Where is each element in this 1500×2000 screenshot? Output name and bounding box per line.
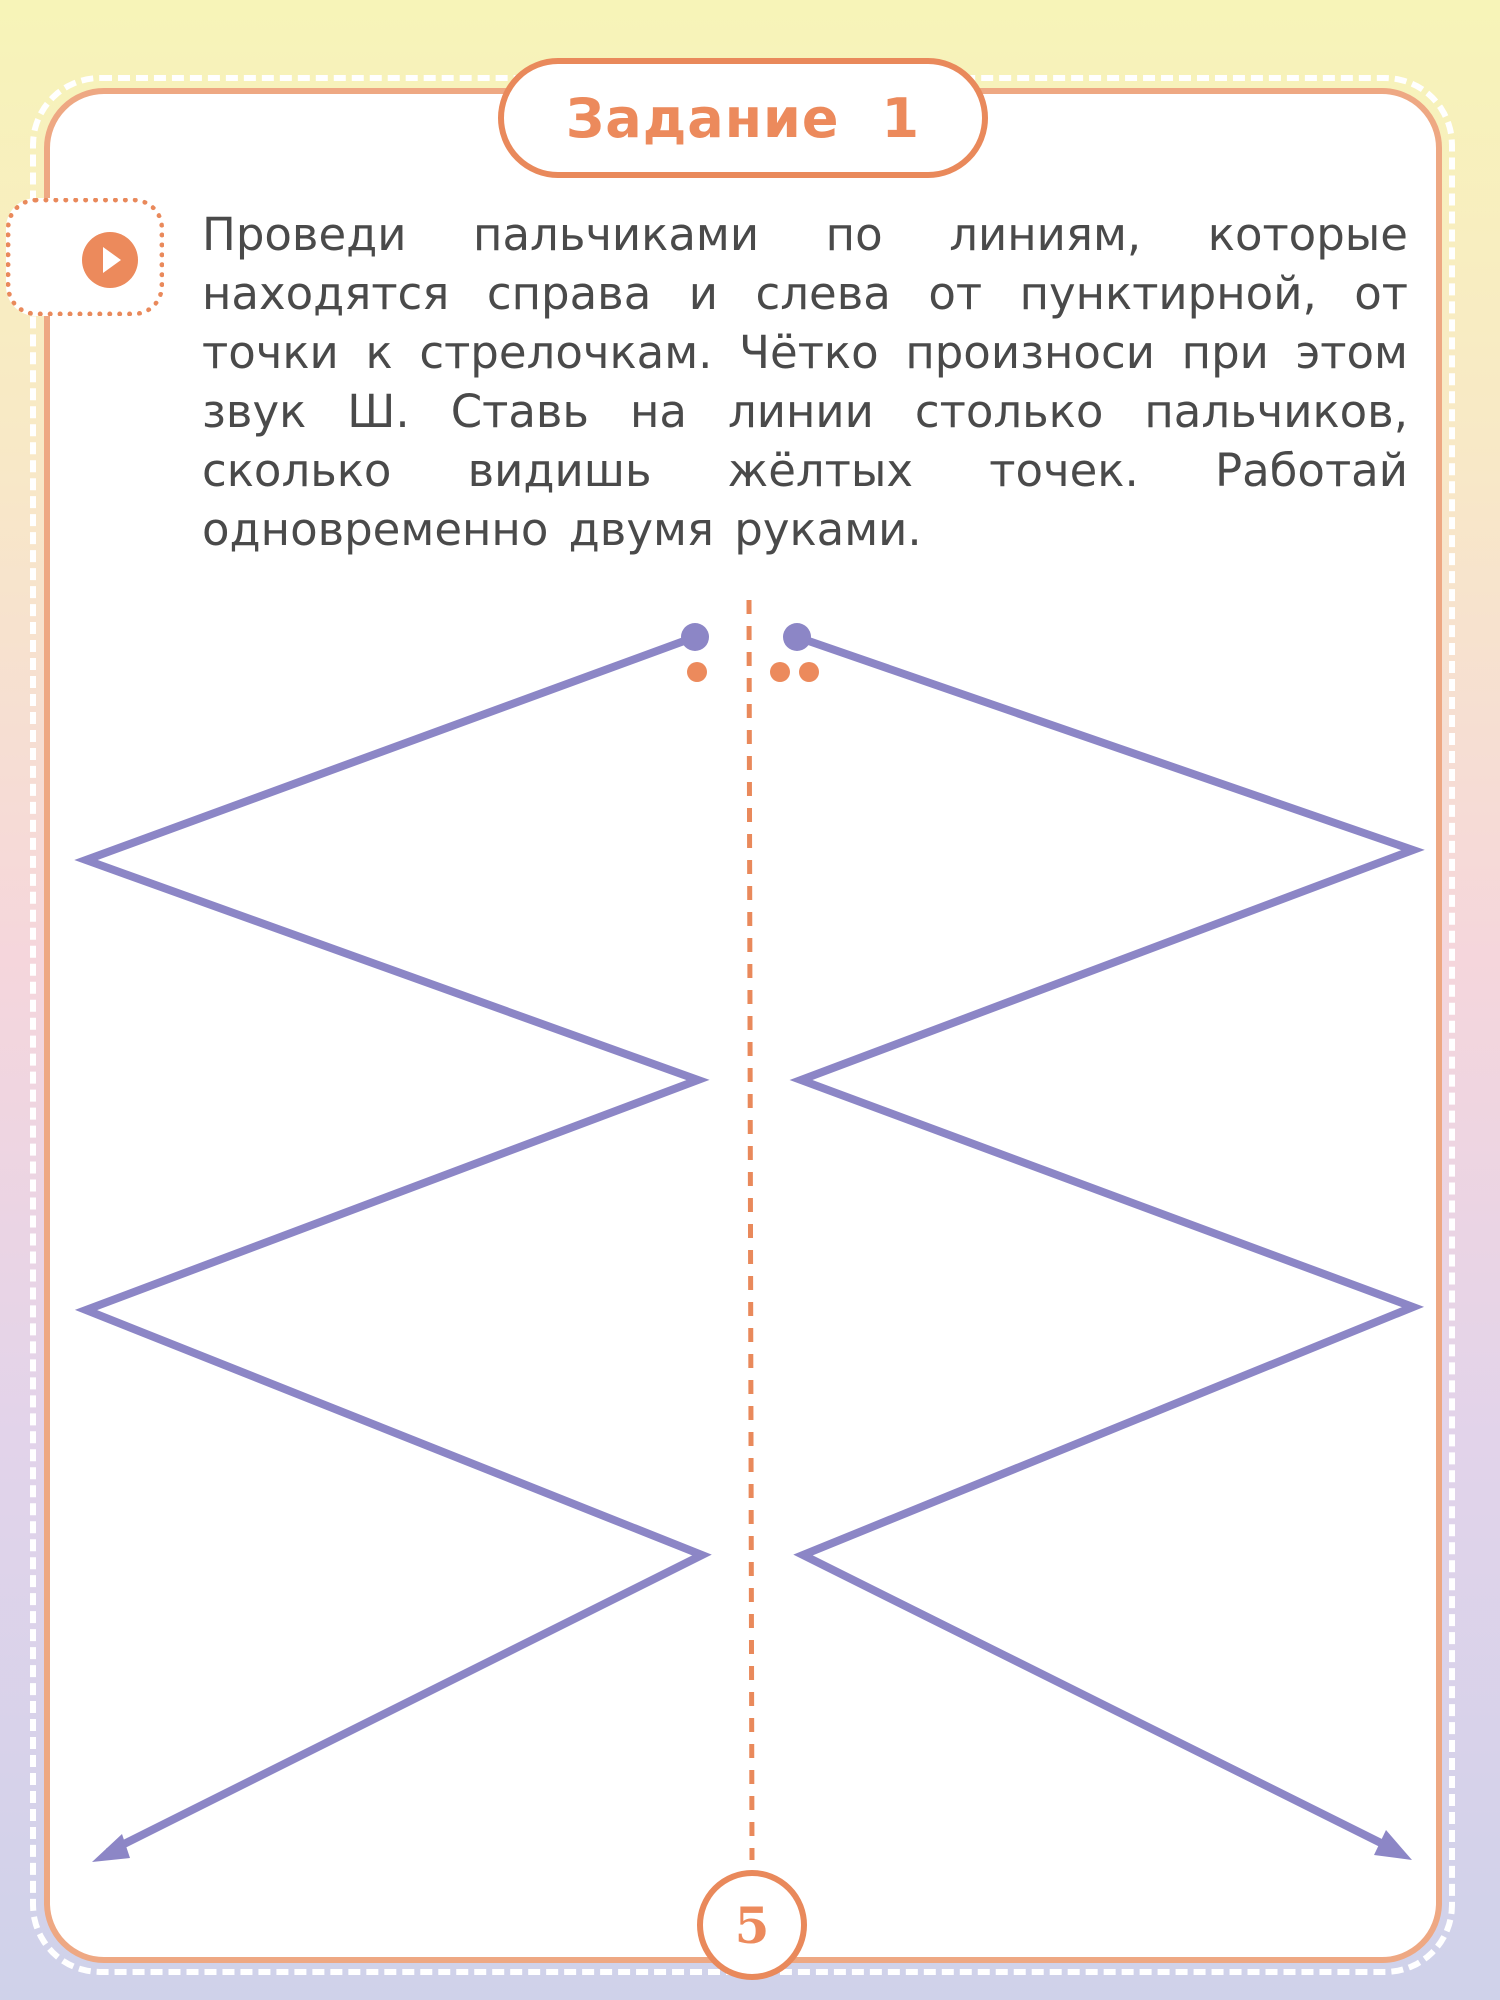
task-title-number: 1 <box>881 86 921 150</box>
right-finger-dot <box>770 662 790 682</box>
right-end-arrow-icon <box>1374 1830 1412 1860</box>
task-title-word: Задание <box>565 86 840 150</box>
left-zigzag-path[interactable] <box>86 637 702 1852</box>
center-dashed-line <box>749 600 752 1860</box>
left-end-arrow-icon <box>92 1834 130 1862</box>
task-instructions: Проведи пальчиками по линиям, которые находятся справа и слева от пунктирной, от точки к стрелочкам. Чётко произноси при этом звук Ш. Ставь на линии столько пальчиков, сколько видишь жёлтых точек. Работай одновременно двумя руками. <box>202 208 1408 556</box>
right-finger-dot <box>799 662 819 682</box>
page-number: 5 <box>697 1870 807 1980</box>
right-start-point[interactable] <box>783 623 811 651</box>
left-finger-dot <box>687 662 707 682</box>
left-start-point[interactable] <box>681 623 709 651</box>
right-zigzag-path[interactable] <box>797 637 1413 1850</box>
